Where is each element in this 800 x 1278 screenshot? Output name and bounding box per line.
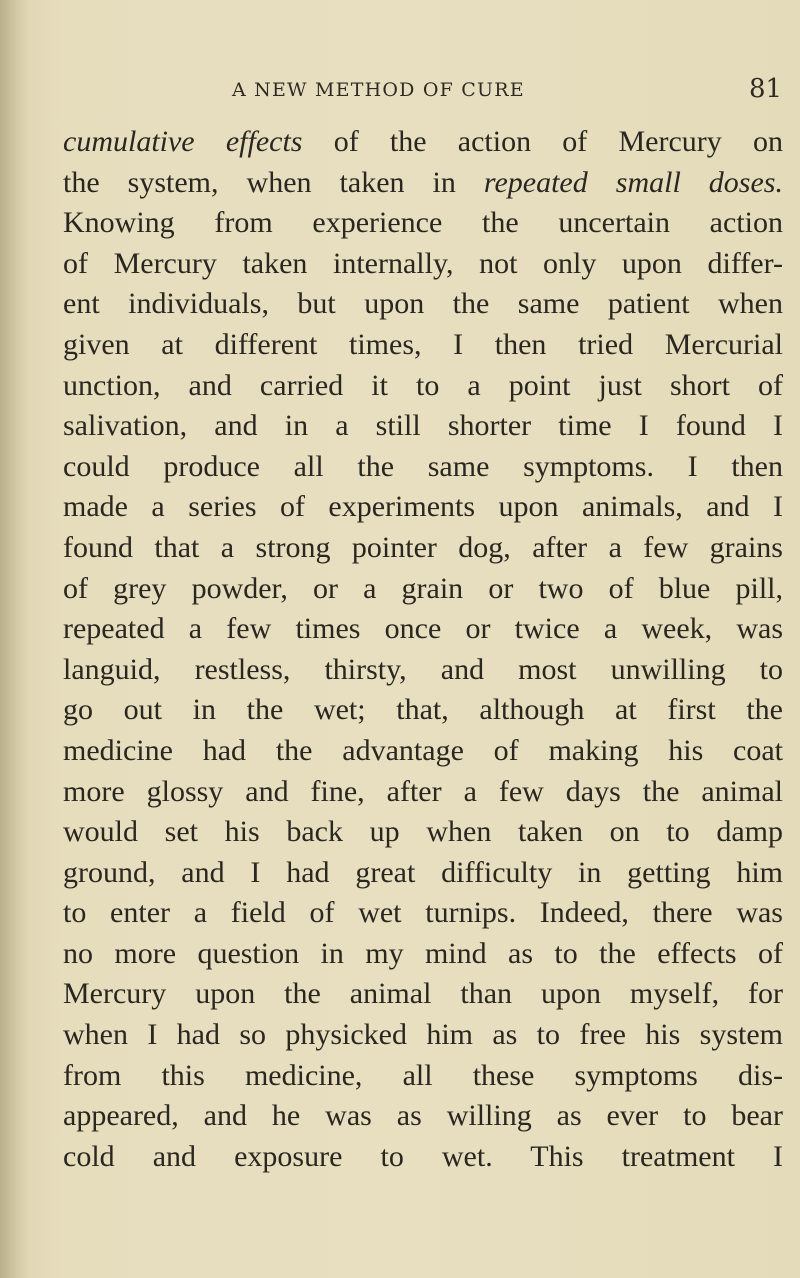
text-line [63, 1137, 783, 1178]
text-segment: to enter a field of wet turnips. Indeed, there was [63, 896, 783, 930]
text-segment: given at different times, I then tried Mercurial [63, 327, 783, 361]
text-line [63, 528, 783, 569]
text-line [63, 690, 783, 731]
text-line [63, 122, 783, 163]
text-segment: unction, and carried it to a point just short of [63, 368, 783, 402]
text-segment: salivation, and in a still shorter time I found I [63, 409, 783, 443]
text-segment: cold and exposure to wet. This treatment I [63, 1139, 783, 1173]
text-line [63, 772, 783, 813]
text-line [63, 406, 783, 447]
text-segment: ent individuals, but upon the same patient when [63, 287, 783, 321]
text-segment: languid, restless, thirsty, and most unwilling to [63, 652, 783, 686]
text-line [63, 284, 783, 325]
text-segment: go out in the wet; that, although at first the [63, 693, 783, 727]
text-line [63, 244, 783, 285]
text-segment: found that a strong pointer dog, after a few grains [63, 530, 783, 564]
text-line [63, 325, 783, 366]
text-line [63, 1015, 783, 1056]
text-line [63, 731, 783, 772]
binding-gutter-shadow [0, 0, 30, 1278]
text-segment: ground, and I had great difficulty in getting him [63, 855, 783, 889]
text-line [63, 487, 783, 528]
text-segment: Knowing from experience the uncertain action [63, 206, 783, 240]
text-line [63, 609, 783, 650]
italic-text-segment: cumulative effects [63, 125, 303, 158]
text-segment: could produce all the same symptoms. I then [63, 449, 783, 483]
text-line [63, 893, 783, 934]
text-segment: of the action of Mercury on [302, 125, 783, 158]
text-segment: would set his back up when taken on to damp [63, 815, 783, 849]
running-head [0, 74, 800, 118]
text-line [63, 366, 783, 407]
text-segment: no more question in my mind as to the effects of [63, 936, 783, 970]
text-segment: Mercury upon the animal than upon myself, for [63, 977, 783, 1011]
text-segment: appeared, and he was as willing as ever to bear [63, 1099, 783, 1133]
text-segment: repeated a few times once or twice a week, was [63, 612, 783, 646]
text-line [63, 1096, 783, 1137]
text-line [63, 1056, 783, 1097]
text-line [63, 203, 783, 244]
text-segment: made a series of experiments upon animals, and I [63, 490, 783, 524]
text-segment: more glossy and fine, after a few days the animal [63, 774, 783, 808]
text-segment: the system, when taken in [63, 165, 484, 199]
text-line [63, 934, 783, 975]
italic-text-segment: repeated small doses. [483, 165, 783, 199]
text-segment: medicine had the advantage of making his coat [63, 733, 783, 767]
text-line [63, 812, 783, 853]
text-line [63, 650, 783, 691]
text-line [63, 569, 783, 610]
text-segment: when I had so physicked him as to free his system [63, 1018, 783, 1052]
text-segment: from this medicine, all these symptoms dis- [63, 1058, 783, 1092]
page-number: 81 [749, 74, 783, 104]
text-line [63, 163, 783, 204]
text-segment: of Mercury taken internally, not only upon differ- [63, 246, 783, 280]
text-line [63, 853, 783, 894]
text-line [63, 974, 783, 1015]
text-segment: of grey powder, or a grain or two of blue pill, [63, 571, 783, 605]
text-line [63, 447, 783, 488]
body-text [63, 122, 783, 1177]
running-title: A NEW METHOD OF CURE [232, 79, 525, 101]
